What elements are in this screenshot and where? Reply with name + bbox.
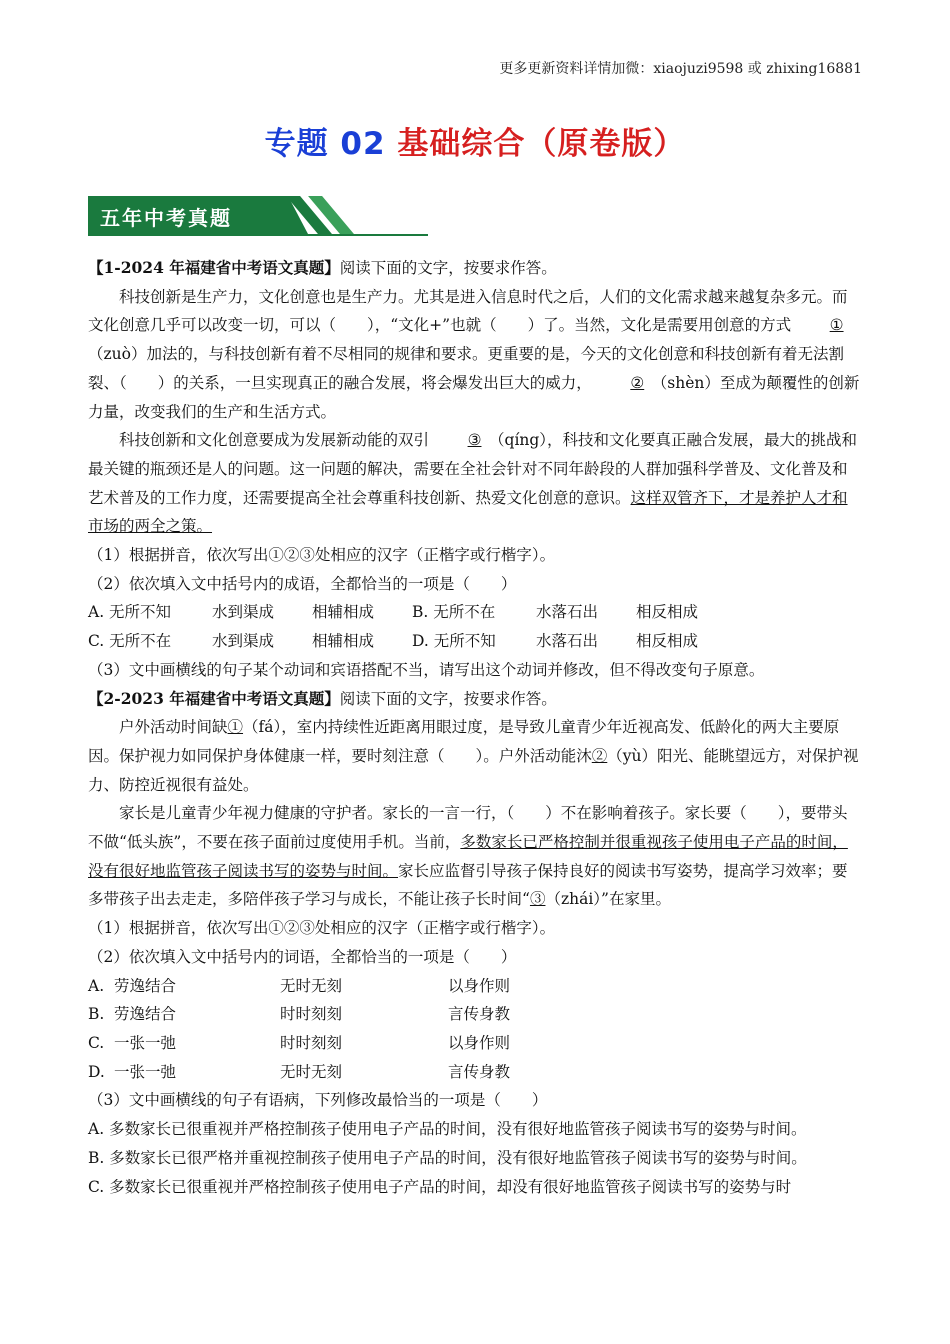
q1-text: 科技创新是生产力，文化创意也是生产力。尤其是进入信息时代之后，人们的文化需求越来越复杂多元。而文化创意几乎可以改变一切，可以（ ），“文化+”也就（ ）了。当然，文化是需要用创意的方式 bbox=[88, 287, 848, 335]
q1-sub-question-2: （2）依次填入文中括号内的成语，全都恰当的一项是（ ） bbox=[88, 574, 517, 593]
option-letter: A. bbox=[88, 976, 105, 995]
q2-sub-question-1: （1）根据拼音，依次写出①②③处相应的汉字（正楷字或行楷字）。 bbox=[88, 919, 556, 938]
q2-paragraph-1 bbox=[88, 713, 860, 799]
option-cell: 水落石出 bbox=[536, 603, 599, 622]
q1-option-row bbox=[88, 627, 860, 656]
q1-blank-1: ① bbox=[829, 316, 844, 335]
q1-text: （shèn）至成为颠覆性的创新力量，改变我们的生产和生活方式。 bbox=[88, 373, 860, 421]
document-body bbox=[88, 254, 860, 1201]
q2-text: （zhái）”在家里。 bbox=[545, 890, 671, 909]
option-cell: C. 无所不在 bbox=[88, 632, 172, 651]
section-banner bbox=[88, 196, 428, 238]
section-label: 五年中考真题 bbox=[100, 206, 232, 230]
option-cell: B. 无所不在 bbox=[412, 603, 496, 622]
q2-mark-3: ③ bbox=[529, 890, 546, 909]
option-cell: 无时无刻 bbox=[280, 1062, 343, 1081]
option-cell: 以身作则 bbox=[448, 976, 511, 995]
title-part1: 专题 02 bbox=[264, 126, 386, 162]
q1-option-row bbox=[88, 598, 860, 627]
q1-instruction: 阅读下面的文字，按要求作答。 bbox=[339, 259, 557, 277]
option-cell: 言传身教 bbox=[448, 1005, 511, 1024]
q2-sub-question-3: （3）文中画横线的句子有语病，下列修改最恰当的一项是（ ） bbox=[88, 1091, 548, 1110]
q1-source: 【1-2024 年福建省中考语文真题】 bbox=[88, 258, 340, 277]
option-cell: 一张一弛 bbox=[114, 1062, 177, 1081]
q2-fix-option: C. 多数家长已很重视并严格控制孩子使用电子产品的时间，却没有很好地监管孩子阅读书写的姿势与时 bbox=[88, 1177, 792, 1196]
q2-mark-2: ② bbox=[591, 746, 608, 765]
q1-text: （qíng），科技和文化要真正融合发展，最大的挑战和最关键的瓶颈还是人的问题。这一问题的解决，需要在全社会针对不同年龄段的人群加强科学普及、文化普及和艺术普及的工作力度，还需要提高全社会尊重科技创新、热爱文化创意的意识。 bbox=[88, 431, 858, 507]
q2-text: （yù）阳光、能眺望远方，对保护视力、防控近视很有益处。 bbox=[88, 746, 859, 794]
q2-source: 【2-2023 年福建省中考语文真题】 bbox=[88, 688, 340, 708]
q1-sub-question-1: （1）根据拼音，依次写出①②③处相应的汉字（正楷字或行楷字）。 bbox=[88, 546, 556, 565]
option-cell: 时时刻刻 bbox=[280, 1033, 343, 1052]
title-part2: 基础综合（原卷版） bbox=[397, 126, 686, 162]
q1-sub-question-3: （3）文中画横线的句子某个动词和宾语搭配不当，请写出这个动词并修改，但不得改变句子原意。 bbox=[88, 660, 765, 679]
q2-option-row bbox=[88, 972, 860, 1001]
q1-blank-3: ③ bbox=[467, 431, 482, 450]
option-cell: 以身作则 bbox=[448, 1033, 511, 1052]
page-title bbox=[0, 118, 950, 163]
q2-header bbox=[88, 685, 860, 714]
header-note: 更多更新资料详情加微：xiaojuzi9598 或 zhixing16881 bbox=[499, 61, 862, 77]
option-cell: 水到渠成 bbox=[212, 632, 275, 651]
option-letter: B. bbox=[88, 1005, 105, 1024]
option-cell: 相辅相成 bbox=[312, 603, 375, 622]
option-letter: C. bbox=[88, 1033, 105, 1052]
q2-underlined-sentence: 多数家长已严格控制并很重视孩子使用电子产品的时间，没有很好地监管孩子阅读书写的姿势与时间。 bbox=[88, 833, 848, 880]
q1-paragraph-2 bbox=[88, 426, 860, 541]
q2-text: 户外活动时间缺 bbox=[119, 718, 228, 737]
option-cell: 言传身教 bbox=[448, 1062, 511, 1081]
option-cell: 无时无刻 bbox=[280, 976, 343, 995]
option-cell: 相辅相成 bbox=[312, 632, 375, 651]
q2-mark-1: ① bbox=[227, 718, 244, 737]
option-cell: D. 无所不知 bbox=[412, 632, 496, 651]
q1-text: 科技创新和文化创意要成为发展新动能的双引 bbox=[119, 431, 430, 450]
q2-option-row bbox=[88, 1029, 860, 1058]
option-cell: 时时刻刻 bbox=[280, 1005, 343, 1024]
q2-text: 家长应监督引导孩子保持良好的阅读书写姿势，提高学习效率；要多带孩子出去走走，多陪伴孩子学习与成长，不能让孩子长时间“ bbox=[88, 861, 848, 909]
option-letter: D. bbox=[88, 1062, 105, 1081]
q2-paragraph-2 bbox=[88, 799, 860, 914]
q2-option-row bbox=[88, 1058, 860, 1087]
option-cell: 相反相成 bbox=[636, 632, 699, 651]
banner-underline bbox=[88, 234, 428, 236]
q2-option-row bbox=[88, 1000, 860, 1029]
option-cell: 水落石出 bbox=[536, 632, 599, 651]
option-cell: 劳逸结合 bbox=[114, 976, 177, 995]
option-cell: 相反相成 bbox=[636, 603, 699, 622]
option-cell: 水到渠成 bbox=[212, 603, 275, 622]
q1-underlined-sentence: 这样双管齐下，才是养护人才和市场的两全之策。 bbox=[88, 488, 848, 536]
option-cell: 一张一弛 bbox=[114, 1033, 177, 1052]
q2-text: 家长是儿童青少年视力健康的守护者。家长的一言一行，（ ）不在影响着孩子。家长要（ ），要带头不做“低头族”，不要在孩子面前过度使用手机。当前， bbox=[88, 804, 848, 852]
q1-paragraph-1 bbox=[88, 283, 860, 427]
q1-text: （zuò）加法的，与科技创新有着不尽相同的规律和要求。更重要的是，今天的文化创意和科技创新有着无法割裂、（ ）的关系，一旦实现真正的融合发展，将会爆发出巨大的威力， bbox=[88, 345, 844, 392]
q1-header bbox=[88, 254, 860, 283]
q1-blank-2: ② bbox=[630, 373, 645, 392]
q2-sub-question-2: （2）依次填入文中括号内的词语，全都恰当的一项是（ ） bbox=[88, 947, 517, 966]
option-cell: 劳逸结合 bbox=[114, 1005, 177, 1024]
q2-fix-option: B. 多数家长已很严格并重视控制孩子使用电子产品的时间，没有很好地监管孩子阅读书写的姿势与时间。 bbox=[88, 1148, 807, 1167]
q2-fix-option: A. 多数家长已很重视并严格控制孩子使用电子产品的时间，没有很好地监管孩子阅读书写的姿势与时间。 bbox=[88, 1120, 807, 1139]
q2-instruction: 阅读下面的文字，按要求作答。 bbox=[339, 689, 557, 708]
option-cell: A. 无所不知 bbox=[88, 603, 172, 622]
q2-text: （fá），室内持续性近距离用眼过度，是导致儿童青少年近视高发、低龄化的两大主要原因。保护视力如同保护身体健康一样，要时刻注意（ ）。户外活动能沐 bbox=[88, 718, 840, 765]
